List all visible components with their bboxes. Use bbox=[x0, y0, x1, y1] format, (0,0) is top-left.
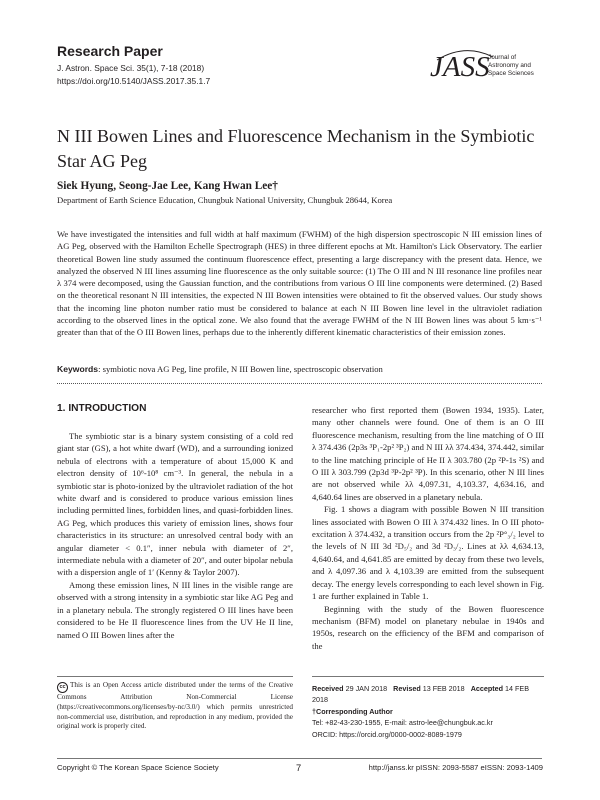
article-dates bbox=[312, 683, 544, 740]
revised-label: Revised bbox=[393, 684, 421, 693]
paragraph: Fig. 1 shows a diagram with possible Bowen N III transition lines associated with Bowen O III λ 374.432 lines. In O III photo-excitation λ 374.432, a transition occurs from the 2p ²P°₃/₂ level to the levels of N III 3d ²D₅/₂ and 3d ²D₃/₂. Lines at λλ 4,634.13, 4,640.64, and 4,641.85 are emitted by decay from these two levels, and λ 4,097.36 and λ 4,103.39 are emitted from the subsequent decay. The energy levels corresponding to each level shown in Fig. 1 are further explained in Table 1. bbox=[312, 504, 544, 602]
page-number: 7 bbox=[296, 762, 302, 773]
abstract: We have investigated the intensities and full width at half maximum (FWHM) of the high dispersion spectroscopic N III emission lines of AG Peg, observed with the Hamilton Echelle Spectrograph (HES) in three different epochs at Mt. Hamilton's Lick Observatory. The earlier theoretical Bowen line study assumed the continuum fluorescence effect, presenting a large discrepancy with the present data. Hence, we analyzed the observed N III lines assuming line fluorescence as the only suitable source: (1) The O III and N III resonance line profiles near λ 374 were decomposed, using the Gaussian function, and the contributions from various O III line components were determined. (2) Based on the theoretical resonant N III intensities, the expected N III Bowen intensities were obtained to fit the observed values. Our study shows that the incoming line photon number ratio must be considered to balance at each N III Bowen line level in the ultraviolet radiation according to the observed lines in the optical zone. We also found that the average FWHM of the N III Bowen lines was about 5 km·s⁻¹ greater than that of the O III Bowen lines, perhaps due to the inherently different kinematic characteristics of their emission zones. bbox=[57, 229, 542, 337]
contact-info[interactable]: Tel: +82-43-230-1955, E-mail: astro-lee@chungbuk.ac.kr bbox=[312, 718, 493, 728]
logo-sub-line: Journal of bbox=[488, 54, 517, 61]
right-column bbox=[312, 404, 544, 652]
footer-divider bbox=[57, 758, 542, 759]
paragraph: Beginning with the study of the Bowen fluorescence mechanism (BFM) model on planetary nebulae in 1940s and 1950s, research on the efficiency of the BFM and comparison of the bbox=[312, 603, 544, 651]
license-text: This is an Open Access article distributed under the terms of the Creative Commons Attribution Non-Commercial License (https://creativecommons.org/licenses/by-nc/3.0/) which permits unrestricted non-commercial use, distribution, and reproduction in any medium, provided the original work is properly cited. bbox=[57, 681, 293, 731]
corresponding-author: †Corresponding Author bbox=[312, 706, 393, 716]
paragraph: The symbiotic star is a binary system consisting of a cold red giant star (GS), a hot white dwarf (WD), and a surrounding ionized nebula of electrons with a temperature of about 15,000 K and electron density of 10⁶-10⁸ cm⁻³. In general, the nebula in a symbiotic star is photo-ionized by the ultraviolet radiation of the hot white dwarf and is considered to produce various emission lines including permitted lines, forbidden lines, and quasi-forbidden lines. AG Peg, which produces this variety of emission lines, shows four characteristics in its structure: an unresolved central body with an angular diameter < 0.1″, inner nebula with diameter of 2″, intermediate nebula with a diameter of 20″, and outer bipolar nebula with a dispersion angle of 1′ (Kenny & Taylor 2007). bbox=[57, 431, 293, 578]
keywords-label: Keywords bbox=[57, 364, 99, 374]
creative-commons-icon: cc bbox=[57, 682, 68, 693]
article-type: Research Paper bbox=[57, 43, 163, 59]
paper-title: N III Bowen Lines and Fluorescence Mechanism in the Symbiotic Star AG Peg bbox=[57, 126, 535, 171]
paragraph: Among these emission lines, N III lines in the visible range are observed with a strong intensity in a symbiotic star like AG Peg and in a planetary nebula. The strongly registered O III lines have been considered to be He II fluorescence lines from the UV He II line, named O III Bowen lines after the bbox=[57, 579, 293, 640]
keywords-text: : symbiotic nova AG Peg, line profile, N III Bowen line, spectroscopic observation bbox=[98, 364, 383, 374]
logo-subtitle bbox=[488, 54, 534, 78]
received-label: Received bbox=[312, 684, 344, 693]
journal-citation: J. Astron. Space Sci. 35(1), 7-18 (2018) bbox=[57, 63, 205, 73]
author-list: Siek Hyung, Seong-Jae Lee, Kang Hwan Lee† bbox=[57, 180, 278, 192]
footer-issn: http://janss.kr pISSN: 2093-5587 eISSN: 2093-1409 bbox=[368, 763, 543, 772]
logo-sub-line: Astronomy and bbox=[488, 62, 531, 69]
dates-line bbox=[312, 683, 544, 706]
orcid-link[interactable]: ORCID: https://orcid.org/0000-0002-8089-1979 bbox=[312, 729, 462, 739]
left-column bbox=[57, 430, 293, 641]
accepted-date: 14 FEB 2018 bbox=[312, 684, 530, 705]
logo-word: JASS bbox=[430, 51, 490, 83]
revised-date: 13 FEB 2018 bbox=[422, 684, 465, 693]
divider bbox=[312, 676, 544, 677]
divider bbox=[57, 383, 542, 384]
footer-copyright: Copyright © The Korean Space Science Society bbox=[57, 763, 219, 772]
logo-sub-line: Space Sciences bbox=[488, 70, 534, 77]
received-date: 29 JAN 2018 bbox=[345, 684, 388, 693]
journal-logo bbox=[430, 49, 542, 91]
divider bbox=[57, 676, 293, 677]
section-heading: 1. INTRODUCTION bbox=[57, 403, 147, 414]
license-notice bbox=[57, 681, 293, 732]
keywords bbox=[57, 364, 542, 374]
doi-link[interactable]: https://doi.org/10.5140/JASS.2017.35.1.7 bbox=[57, 76, 211, 86]
paragraph: researcher who first reported them (Bowen 1934, 1935). Later, many other channels were found. One of them is an O III fluorescence mechanism, resulting from the line matching of O III λ 374.436 (2p3s ³P₁-2p² ³P₂) and N III λλ 374.434, 374.442, similar to the line matching principle of He II λ 303.780 (2p ²P-1s ²S) and O III λ 303.799 (2p3d ³P-2p² ³P). In this scenario, other N III lines are not observed while λλ 4,097.31, 4,103.37, 4,634.16, and 4,640.64 lines are observed in a planetary nebula. bbox=[312, 405, 544, 502]
accepted-label: Accepted bbox=[470, 684, 504, 693]
affiliation: Department of Earth Science Education, Chungbuk National University, Chungbuk 28644, Korea bbox=[57, 195, 393, 205]
